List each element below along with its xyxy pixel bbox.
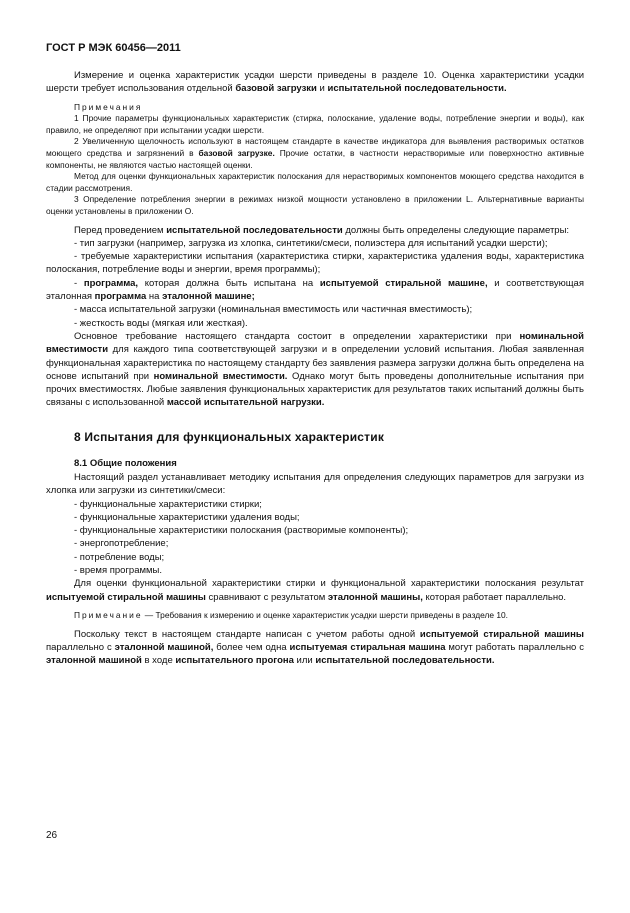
text: в ходе — [141, 655, 176, 667]
section-heading: 8 Испытания для функциональных характеристик — [74, 429, 385, 444]
subsection-heading: 8.1 Общие положения — [74, 457, 177, 469]
text: могут работать параллельно с — [445, 641, 584, 653]
notes-title: Примечания — [74, 101, 143, 112]
text: Для оценки функциональной характеристики стирки и функциональной характеристики полоскания результат — [74, 578, 584, 590]
term: испытуемой стиральной машины — [46, 591, 206, 603]
term: базовой загрузки — [235, 83, 317, 95]
note-2b: Метод для оценки функциональных характеристик полоскания для нерастворимых компонентов моющего средства находится в стадии рассмотрения. — [46, 171, 584, 193]
term: испытуемой стиральной машине, — [319, 277, 488, 289]
list-item: - энергопотребление; — [74, 538, 169, 550]
param-item-4: - масса испытательной загрузки (номинальная вместимость или частичная вместимость); — [74, 304, 473, 316]
term: номинальной вместимости. — [153, 370, 288, 382]
params-paragraph — [46, 224, 584, 237]
text: Основное требование настоящего стандарта состоит в определении характеристики при — [74, 330, 520, 342]
text: — Требования к измерению и оценке характеристик усадки шерсти приведены в разделе 10. — [142, 609, 509, 620]
text: параллельно с — [46, 641, 115, 653]
term: испытательной последовательности. — [327, 83, 507, 95]
text: Измерение и оценка характеристик усадки шерсти приведены в разделе 10. Оценка характеристики усадки шерсти требует использования отдельной — [46, 70, 584, 95]
text: или — [293, 655, 316, 667]
param-item-5: - жесткость воды (мягкая или жесткая). — [74, 317, 248, 329]
list-item: - потребление воды; — [74, 551, 165, 563]
term: эталонной машиной, — [114, 641, 214, 653]
term: программа, — [83, 277, 139, 289]
term: испытательного прогона — [175, 655, 294, 667]
term: эталонной машиной — [46, 655, 142, 667]
note-3: 3 Определение потребления энергии в режимах низкой мощности установлено в приложении L. Альтернативные варианты оценки установлены в приложении О. — [46, 194, 584, 216]
sub81-note — [46, 610, 584, 622]
text: сравнивают с результатом — [205, 591, 328, 603]
text: для каждого типа соответствующей загрузки и в определении условий испытания. Любая заявленная функциональная характеристика по настоящему стандарту без заявления размера загрузки должна быть определена на основе испытаний при — [46, 344, 584, 382]
term: испытательной последовательности — [166, 224, 343, 236]
list-item: - функциональные характеристики удаления воды; — [74, 511, 300, 523]
term: массой испытательной нагрузки. — [166, 397, 325, 409]
param-item-1: - тип загрузки (например, загрузка из хлопка, синтетики/смеси, полиэстера для испытаний усадки шерсти); — [74, 237, 548, 249]
term: испытуемая стиральная машина — [289, 641, 446, 653]
param-item-3 — [46, 277, 584, 304]
text: - — [74, 277, 84, 289]
text: и — [316, 83, 328, 95]
text: которая должна быть испытана на — [138, 277, 320, 289]
text: Прочие остатки, в частности нерастворимые или поверхностно активные компоненты, не являются частью настоящей оценки. — [46, 147, 584, 170]
list-item: - функциональные характеристики стирки; — [74, 498, 262, 510]
sub81-paragraph-3 — [46, 628, 584, 668]
text: которая работает параллельно. — [422, 591, 567, 603]
intro-paragraph — [46, 69, 584, 96]
page-number: 26 — [46, 830, 58, 841]
text: Однако могут быть проведены дополнительные испытания при прочих вместимостях. Любые заявления функциональных характеристик для результатов таких испытаний должны быть связаны с использованной — [46, 370, 584, 409]
term: испытательной последовательности. — [315, 655, 495, 667]
term: базовой загрузке. — [198, 147, 275, 158]
sub81-paragraph-1: Настоящий раздел устанавливает методику испытания для определения следующих параметров для загрузки из хлопка или загрузки из синтетики/смеси: — [46, 471, 584, 497]
basic-requirement-paragraph — [46, 330, 584, 410]
list-item: - функциональные характеристики полоскания (растворимые компоненты); — [74, 525, 409, 537]
param-item-2: - требуемые характеристики испытания (характеристика стирки, характеристика удаления воды, характеристика полоскания, потребление воды и энергии, время программы); — [46, 251, 584, 276]
term: испытуемой стиральной машины — [419, 628, 585, 640]
term: эталонной машины, — [327, 591, 423, 603]
document-header: ГОСТ Р МЭК 60456—2011 — [46, 42, 181, 54]
text: на — [146, 291, 163, 303]
term: номинальной вместимости — [46, 330, 584, 356]
text: Перед проведением — [74, 224, 167, 236]
note-label: Примечание — [74, 609, 143, 620]
text: должны быть определены следующие параметры: — [342, 224, 570, 236]
term: программа — [94, 291, 147, 303]
note-1: 1 Прочие параметры функциональных характеристик (стирка, полоскание, удаление воды, потребление энергии и воды), как правило, не определяют при испытании усадки шерсти. — [46, 113, 584, 135]
text: и соответствующая эталонная — [46, 277, 584, 303]
text: Поскольку текст в настоящем стандарте написан с учетом работы одной — [74, 628, 420, 640]
text: 2 Увеличенную щелочность используют в настоящем стандарте в качестве индикатора для выявления растворимых остатков моющего средства и загрязнений в — [46, 136, 584, 158]
term: эталонной машине; — [162, 291, 255, 303]
sub81-paragraph-2 — [46, 577, 584, 604]
list-item: - время программы. — [74, 565, 163, 577]
note-2 — [46, 136, 584, 171]
text: более чем одна — [213, 641, 290, 653]
